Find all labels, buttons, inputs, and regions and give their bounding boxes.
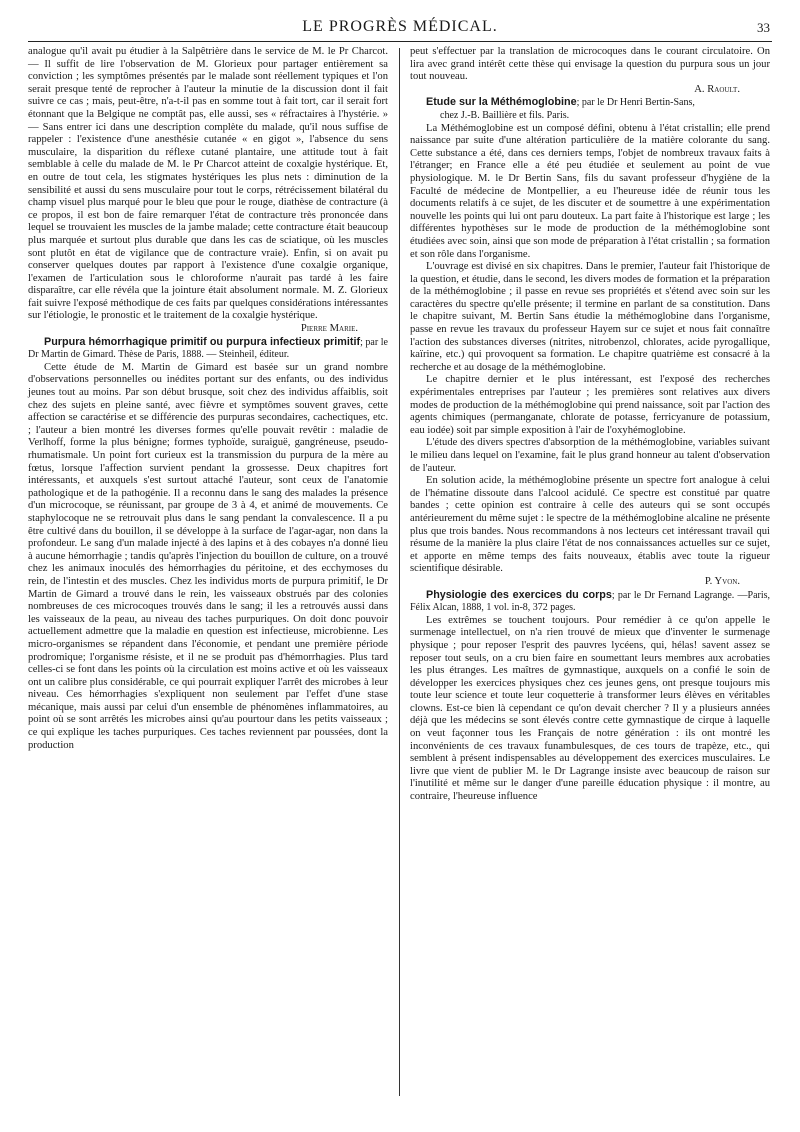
running-head xyxy=(28,18,772,40)
paragraph: La Méthémoglobine est un composé défini, obtenu à l'état cristallin; elle prend naissance par suite d'une altération particulière de la matière colorante du sang. Cette substance a été, dans ces derniers temps, l'objet de nombreux travaux faits à l'étranger; en France elle a été peu étudiée et seulement au point de vue physiologique. M. le Dr Bertin Sans, fils du savant professeur d'hygiène de la Faculté de médecine de Montpellier, a eu l'heureuse idée de réunir tous les documents relatifs à ce sujet, de les discuter et de soumettre à une expérimentation nouvelle les points qui lui ont paru douteux. La part faite à l'historique est large ; les différentes hypothèses sur le mode de production de la méthémoglobine sont étudiées avec soin, ainsi que son mode de préparation à l'état cristallin ; sa formation et son rôle dans l'organisme. xyxy=(410,122,770,260)
signature-text: P. Yvon. xyxy=(704,575,740,587)
review-heading xyxy=(410,589,770,615)
review-title: Purpura hémorrhagique primitif ou purpura infectieux primitif xyxy=(44,335,361,348)
review-publisher: chez J.-B. Baillière et fils. Paris. xyxy=(440,109,570,121)
review-publication: ; par le Dr Fernand Lagrange. —Paris, Félix Alcan, 1888, 1 vol. in-8, 372 pages. xyxy=(410,589,771,614)
paragraph: Cette étude de M. Martin de Gimard est basée sur un grand nombre d'observations personnelles ou inédites portant sur des enfants, ou des individus jeunes tout au moins. Par son début brusque, soit chez des individus affaiblis, soit chez des sujets en pleine santé, avec fièvre et symptômes souvent graves, cette affection se caractérise et se différencie des purpuras secondaires, cachectiques, etc. ; l'auteur a bien montré les diverses formes qu'elle pouvait revêtir : maladie de Verlhoff, forme la plus bénigne; formes typhoïde, suraiguë, gangréneuse, pseudo-rhumatismale. Un point fort curieux est la transmission du purpura de la mère au fœtus, lorsque l'affection survient pendant la grossesse. Deux chapitres fort intéressants, et auxquels s'est surtout attaché l'auteur, sont ceux de l'anatomie pathologique et de la pathogénie. Il a reconnu dans le sang des malades la présence d'un microcoque, se réunissant, par groupe de 3 à 4, et animé de mouvements. Ce staphylocoque ne se retrouvait plus dans le sang pendant la convalescence. Il a pu être cultivé dans du bouillon, il se développe à la surface de l'agar-agar, non dans la profondeur. Le sang d'un malade injecté à des lapins et à des cobayes n'a donné lieu à aucune hémorrhagie ; tandis qu'après l'injection du bouillon de culture, on a trouvé chez les animaux inoculés des hémorrhagies du péritoine, et des ecchymoses du rein, de l'intestin et des muscles. Chez les individus morts de purpura primitif, le Dr Martin de Gimard a trouvé dans le rein, les vaisseaux obstrués par des colonies nombreuses de ces microcoques trouvés dans le sang; il les a retrouvés aussi dans les vaisseaux de la peau, au niveau des taches purpuriques. On doit donc pouvoir actuellement admettre que la maladie en question est infectieuse, microbienne. Les micro-organismes se répandent dans l'économie, et pendant une première période prodromique; l'organisme résiste, et il ne se produit pas d'hémorrhagies. Plus tard celles-ci se font dans les points où la circulation est moins active et où les vaisseaux ont un calibre plus considérable, ce qui pourrait expliquer l'arrêt des microbes à leur niveau. Ces hémorrhagies s'expliquent non seulement par l'effet d'une stase mécanique, mais aussi par celui d'un ensemble de phénomènes inflammatoires, au point où se sont arrêtés les microbes ainsi qu'au pourtour dans les petits vaisseaux ; ce qui explique les taches purpuriques. Ces taches reviennent par poussées, dont la production xyxy=(28,361,388,751)
review-signature xyxy=(28,323,388,336)
left-column xyxy=(28,46,388,752)
signature-text: A. Raoult. xyxy=(694,83,740,95)
page-number: 33 xyxy=(757,20,770,35)
review-heading xyxy=(28,336,388,362)
paragraph: analogue qu'il avait pu étudier à la Salpêtrière dans le service de M. le Pr Charcot. — Il suffit de lire l'observation de M. Glorieux pour partager entièrement sa conviction ; les symptômes présentés par le malade sont réellement typiques et l'on serait presque tenté de reprocher à l'auteur la minutie de la discussion dont il fait suivre ce cas ; mais, peut-être, n'a-t-il pas en somme tout à fait tort, car il serait fort étonnant que la Belgique ne comptât pas, elle aussi, ses « réfractaires à l'hystérie. » — Sans entrer ici dans une description complète du malade, qu'il nous suffise de rappeler : l'existence d'une anesthésie cutanée « en gigot », l'absence du sens musculaire, la disparition du réflexe cutané plantaire, une attitude tout à fait semblable à celle du malade de M. le Pr Charcot atteint de coxalgie hystérique. Et, en outre de tout cela, les stigmates hystériques les plus nets : diminution de la sensibilité et aussi du sens musculaire pour tout le corps, rétrécissement bilatéral du champ visuel plus marqué pour le bleu que pour le rouge, diathèse de contracture (à ce propos, il est bon de faire remarquer l'état de contracture très prononcée dans lequel se trouvaient les muscles de la jambe malade; cette contracture était beaucoup plus marquée et surtout plus durable que dans les cas de sciatique, où les muscles sont plutôt en état de vigilance que de contracture vraie). Enfin, si on avait pu conserver quelques doutes par rapport à l'existence d'une coxalgie organique, l'examen de l'articulation sous le chloroforme n'aurait pas tardé à les faire disparaître, car elle révéla que la jointure était absolument normale. M. Z. Glorieux fait suivre l'exposé méthodique de ces faits par quelques considérations intéressantes sur l'étiologie, le pronostic et le traitement de la coxalgie hystérique. xyxy=(28,46,388,322)
review-publication: ; par le Dr Martin de Gimard. Thèse de Paris, 1888. — Steinheil, éditeur. xyxy=(28,336,388,361)
review-signature xyxy=(410,576,770,589)
review-title: Physiologie des exercices du corps xyxy=(426,588,612,601)
review-title: Etude sur la Méthémoglobine xyxy=(426,96,577,109)
paragraph: En solution acide, la méthémoglobine présente un spectre fort analogue à celui de l'hématine dissoute dans l'alcool acidulé. Ce spectre est constitué par quatre bandes ; cette opinion est contraire à celle des auteurs qui se sont occupés antérieurement du même sujet : le spectre de la méthémoglobine alcaline ne présente plus que trois bandes. Nous recommandons à nos lecteurs cet intéressant travail qui résume de la manière la plus claire l'état de nos connaissances actuelles sur ce sujet, et apporte en même temps des faits nouveaux, établis avec toute la rigueur scientifique désirable. xyxy=(410,475,770,575)
signature-text: Pierre Marie. xyxy=(300,323,358,335)
right-column xyxy=(410,46,770,804)
review-signature xyxy=(410,84,770,97)
paragraph: L'ouvrage est divisé en six chapitres. Dans le premier, l'auteur fait l'historique de la question, et étudie, dans le second, les divers modes de formation et la préparation de la méthémoglobine ; il passe en revue ses propriétés et s'étend avec soin sur les caractères du spectre qu'elle présente; il termine en parlant de sa constitution. Dans le chapitre suivant, M. Bertin Sans étudie la méthémoglobine dans l'organisme, passe en revue les travaux du professeur Hayem sur ce sujet et nous fait connaître l'action des substances diverses (nitrites, nitrobenzol, chlorates, acide pyrogallique, kaïrine, etc.) qui provoquent sa formation. Le chapitre quatrième est consacré à la recherche et au dosage de la méthémoglobine. xyxy=(410,261,770,373)
paragraph: L'étude des divers spectres d'absorption de la méthémoglobine, variables suivant le milieu dans lequel on l'examine, fait le plus grand honneur au talent d'observation de l'auteur. xyxy=(410,437,770,474)
header-rule xyxy=(28,41,772,42)
review-publication: ; par le Dr Henri Bertin-Sans, xyxy=(576,97,695,109)
column-divider xyxy=(399,48,400,1096)
journal-title: LE PROGRÈS MÉDICAL. xyxy=(302,18,498,35)
paragraph: Le chapitre dernier et le plus intéressant, est l'exposé des recherches expérimentales entreprises par l'auteur ; les premières sont relatives aux divers modes de production de la méthémoglobine qui prend naissance, soit par l'action des agents chimiques (permanganate, chlorate de potasse, ferricyanure de potassium, eau iodée) soit par simple exposition à l'air de l'oxyhémoglobine. xyxy=(410,374,770,436)
review-heading xyxy=(410,96,770,122)
paragraph: peut s'effectuer par la translation de microcoques dans le courant circulatoire. On lira avec grand intérêt cette thèse qui envisage la question du purpura sous un jour tout nouveau. xyxy=(410,46,770,83)
paragraph: Les extrêmes se touchent toujours. Pour remédier à ce qu'on appelle le surmenage intellectuel, on n'a rien trouvé de mieux que d'inventer le surmenage physique ; pour reposer l'esprit des pauvres lycéens, qui, hélas! savent assez se reposer tout seuls, on a cru bien faire en soumettant leurs membres aux acrobaties les plus étranges. Les maîtres de gymnastique, auxquels on a confié le soin de développer les exercices physiques chez ces jeunes gens, ont presque toujours mis toute leur science et toute leur coquetterie à transformer leurs élèves en véritables clowns. Est-ce bien là cependant ce qu'on devait chercher ? Il y a plusieurs années déjà que les médecins se sont élevés contre cette gymnastique de cirque à laquelle on veut façonner tous les Français de notre génération : ils ont montré les inconvénients de ces travaux funambulesques, de ces tours de trapèze, etc., qui semblent à présent indispensables au développement des exercices musculaires. Le livre que vient de publier M. le Dr Lagrange insiste avec beaucoup de raison sur l'inutilité et même sur le danger d'une pareille éducation physique : il montre, au contraire, l'heureuse influence xyxy=(410,614,770,803)
